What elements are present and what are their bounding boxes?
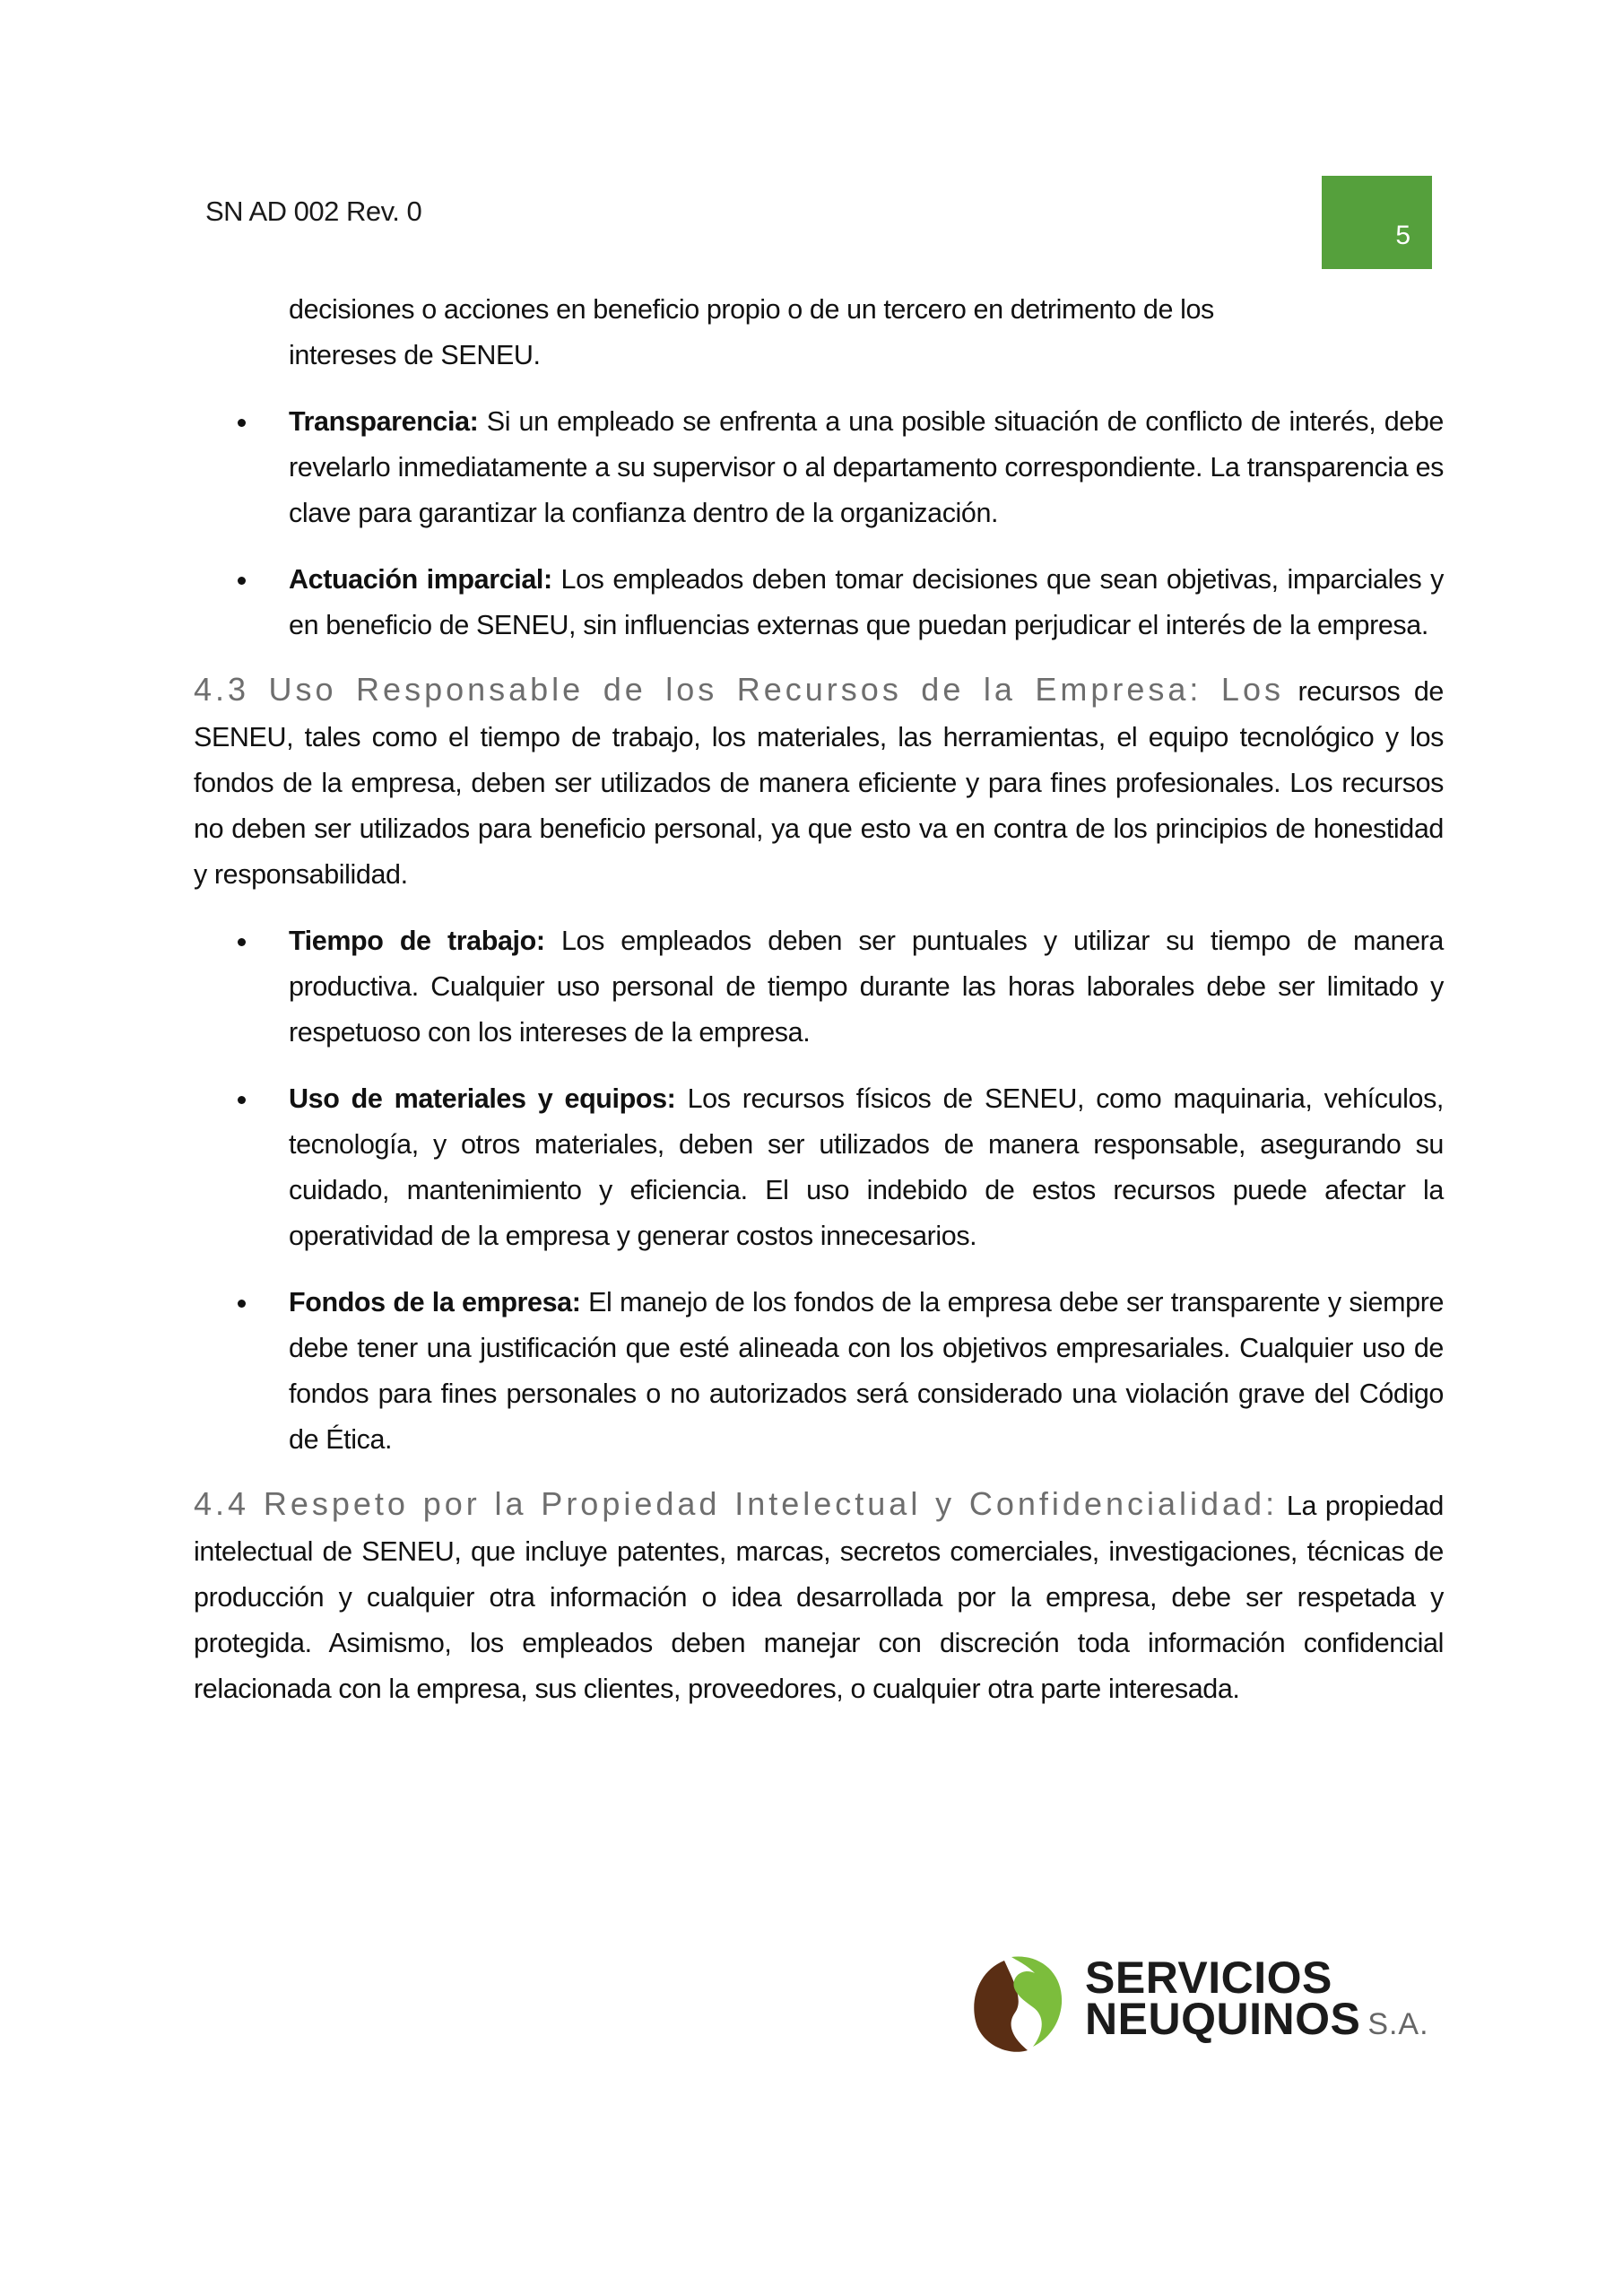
page-number-box	[1322, 176, 1432, 269]
logo-line-1: SERVICIOS	[1085, 1952, 1332, 2003]
bullet-dot	[238, 1300, 246, 1308]
company-logo	[968, 1953, 1435, 2061]
bullet-term: Tiempo de trabajo:	[289, 926, 545, 956]
bullet-actuacion-imparcial	[289, 557, 1444, 648]
bullet-text: Los recursos físicos de SENEU, como maquinaria, vehículos, tecnología, y otros materiales, deben ser utilizados de manera responsable, asegurando su cuidado, mantenimiento y eficiencia. El uso indebido de estos recursos puede afectar la operatividad de la empresa y generar costos innecesarios.	[289, 1083, 1444, 1251]
bullet-term: Uso de materiales y equipos:	[289, 1083, 676, 1114]
bullet-term: Transparencia:	[289, 406, 479, 437]
section-heading: 4.4 Respeto por la Propiedad Intelectual y Confidencialidad:	[194, 1485, 1279, 1522]
bullet-term: Fondos de la empresa:	[289, 1287, 581, 1318]
page-number: 5	[1395, 221, 1410, 250]
section-heading: 4.3 Uso Responsable de los Recursos de la Empresa: Los	[194, 671, 1284, 708]
bullet-dot	[238, 577, 246, 585]
bullet-dot	[238, 1096, 246, 1104]
logo-line-2: NEUQUINOS S.A.	[1085, 1994, 1429, 2044]
section-text: La propiedad intelectual de SENEU, que incluye patentes, marcas, secretos comerciales, investigaciones, técnicas de producción y cualquier otra información o idea desarrollada por la empresa, debe ser respetada y protegida. Asimismo, los empleados deben manejar con discreción toda información confidencial relacionada con la empresa, sus clientes, proveedores, o cualquier otra parte interesada.	[194, 1491, 1444, 1704]
bullet-tiempo-de-trabajo	[289, 918, 1444, 1056]
section-4-3	[194, 666, 1444, 898]
bullet-text: Los empleados deben ser puntuales y utilizar su tiempo de manera productiva. Cualquier uso personal de tiempo durante las horas laborales debe ser limitado y respetuoso con los intereses de la empresa.	[289, 926, 1444, 1048]
bullet-fondos-empresa	[289, 1280, 1444, 1463]
bullet-transparencia	[289, 399, 1444, 536]
logo-emblem-icon	[968, 1953, 1067, 2057]
logo-suffix: S.A.	[1367, 2007, 1429, 2041]
bullet-term: Actuación imparcial:	[289, 564, 552, 595]
bullet-dot	[238, 938, 246, 946]
bullet-materiales-equipos	[289, 1076, 1444, 1259]
bullet-dot	[238, 419, 246, 427]
bullet-text: Si un empleado se enfrenta a una posible situación de conflicto de interés, debe revelarlo inmediatamente a su supervisor o al departamento correspondiente. La transparencia es clave para garantizar la confianza dentro de la organización.	[289, 406, 1444, 528]
bullet-text: El manejo de los fondos de la empresa debe ser transparente y siempre debe tener una justificación que esté alineada con los objetivos empresariales. Cualquier uso de fondos para fines personales o no autorizados será considerado una violación grave del Código de Ética.	[289, 1287, 1445, 1455]
page-content	[194, 287, 1444, 1712]
section-4-4	[194, 1481, 1444, 1712]
section-text: recursos de SENEU, tales como el tiempo de trabajo, los materiales, las herramientas, el equipo tecnológico y los fondos de la empresa, deben ser utilizados de manera eficiente y para fines profesionales. Los recursos no deben ser utilizados para beneficio personal, ya que esto va en contra de los principios de honestidad y responsabilidad.	[194, 676, 1444, 890]
bullet-text: Los empleados deben tomar decisiones que sean objetivas, imparciales y en beneficio de SENEU, sin influencias externas que puedan perjudicar el interés de la empresa.	[289, 564, 1445, 640]
intro-continuation: decisiones o acciones en beneficio propio o de un tercero en detrimento de los intereses de SENEU.	[289, 294, 1214, 370]
logo-wordmark	[1085, 1952, 1429, 2045]
document-code: SN AD 002 Rev. 0	[205, 196, 422, 227]
